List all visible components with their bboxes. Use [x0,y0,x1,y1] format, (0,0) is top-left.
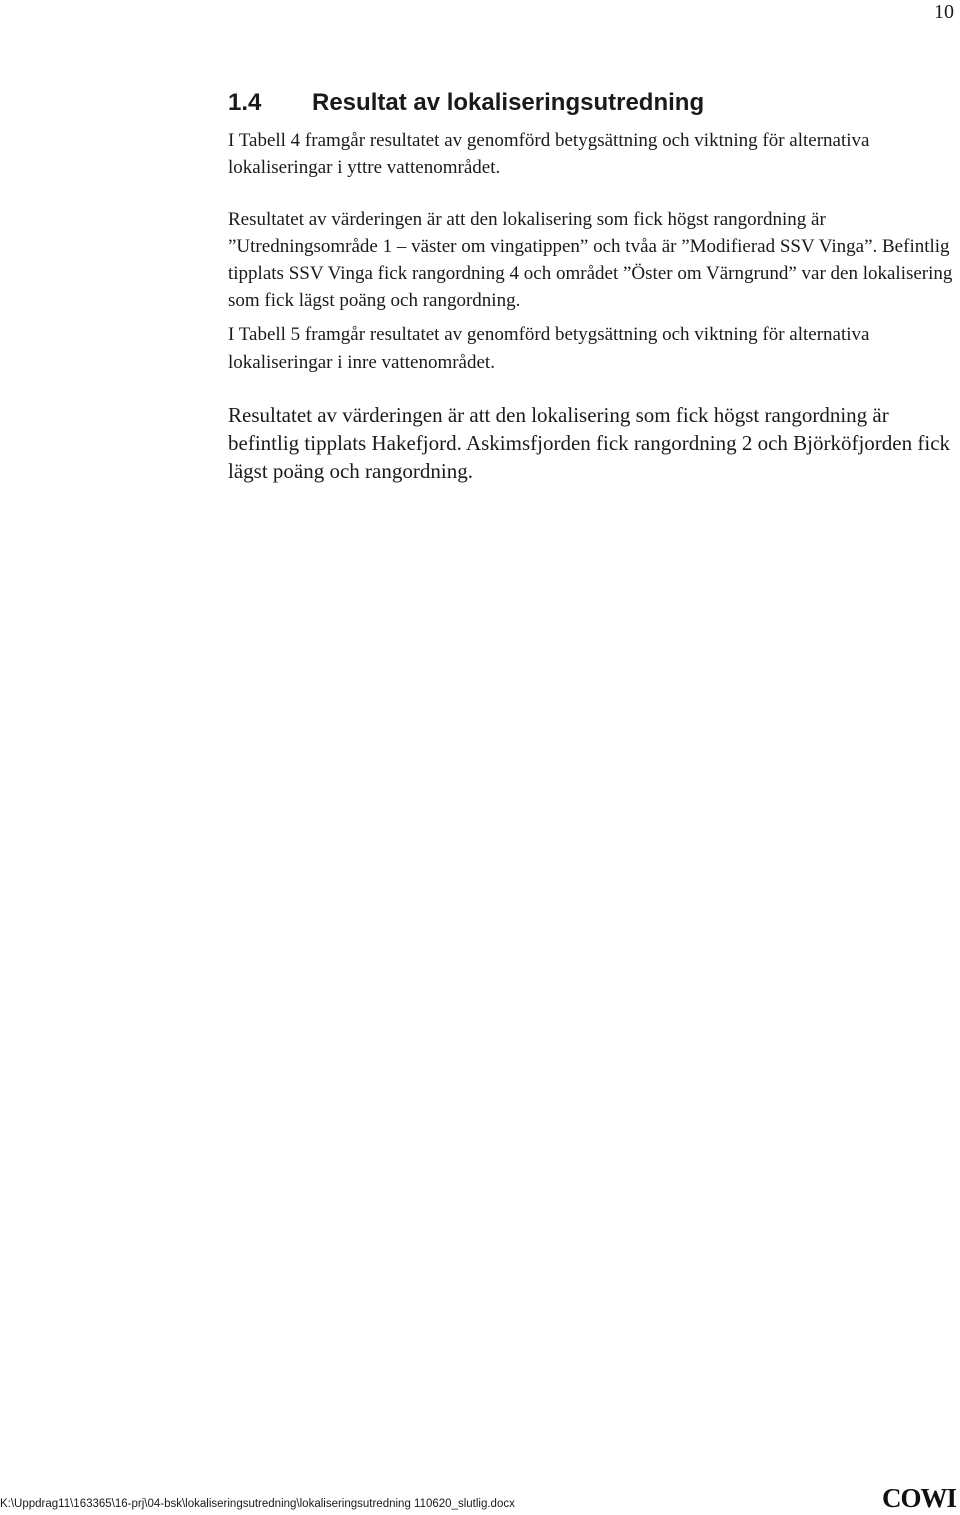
cowi-logo: COWI [881,1483,956,1513]
paragraph-tabell-5: I Tabell 5 framgår resultatet av genomförd betygsättning och viktning för alternativa lokaliseringar i inre vattenområdet. [228,324,870,373]
section-number: 1.4 [228,89,262,116]
paragraph-result-inner: Resultatet av värderingen är att den lokalisering som fick högst rangordning är befintlig tipplats Hakefjord. Askimsfjorden fick rangordning 2 och Björköfjorden fick lägst poäng och rangordning. [228,403,951,483]
page-number: 10 [934,1,954,23]
footer-file-path: K:\Uppdrag11\163365\16-prj\04-bsk\lokaliseringsutredning\lokaliseringsutredning 110620_slutlig.docx [0,1498,515,1510]
paragraph-tabell-4: I Tabell 4 framgår resultatet av genomförd betygsättning och viktning för alternativa lokaliseringar i yttre vattenområdet. [228,130,870,178]
section-title: Resultat av lokaliseringsutredning [312,89,705,116]
paragraph-result-outer: Resultatet av värderingen är att den lokalisering som fick högst rangordning är ”Utredningsområde 1 – väster om vingatippen” och tvåa är ”Modifierad SSV Vinga”. Befintlig tipplats SSV Vinga fick rangordning 4 och området ”Öster om Värngrund” var den lokalisering som fick lägst poäng och rangordning. [228,209,953,311]
section-heading [228,88,704,118]
